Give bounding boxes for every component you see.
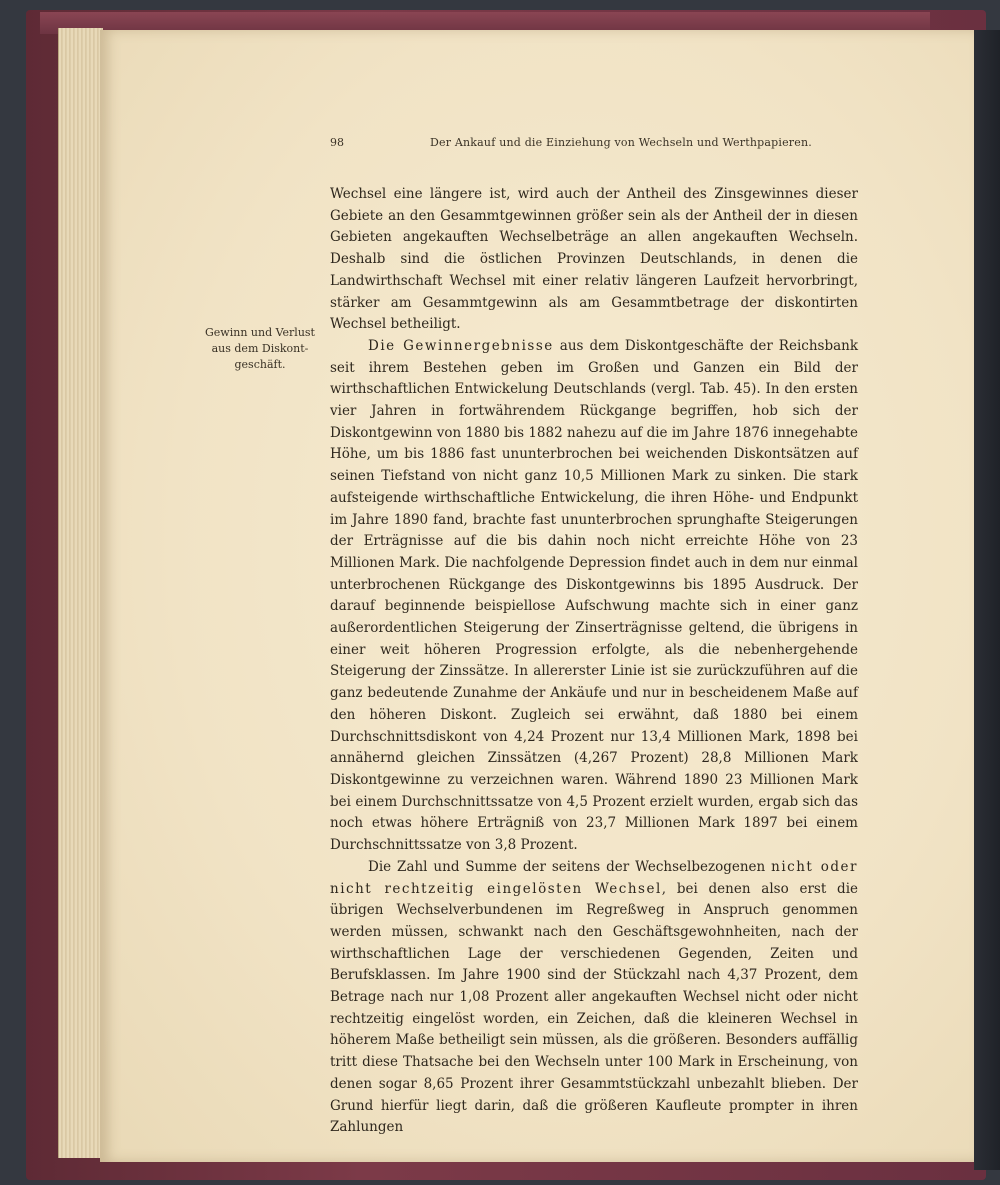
body-text <box>330 184 858 1139</box>
paragraph-1: Wechsel eine längere ist, wird auch der Antheil des Zinsgewinnes dieser Gebiete an den Gesammtgewinnen größer sein als der Antheil der in diesen Gebieten angekauften Wechselbeträge an allen angekauften Wechseln. Deshalb sind die östlichen Provinzen Deutschlands, in denen die Landwirthschaft Wechsel mit einer relativ längeren Laufzeit hervorbringt, stärker am Gesammtgewinn als am Gesammtbetrage der diskontirten Wechsel betheiligt. <box>330 186 858 333</box>
page-edges <box>58 28 103 1158</box>
marginal-note: Gewinn und Verlust aus dem Diskont-geschäft. <box>205 326 315 371</box>
paragraph-2-lead: Die Gewinnergebnisse <box>368 337 554 354</box>
paragraph-2-text: aus dem Diskontgeschäfte der Reichsbank seit ihrem Bestehen geben im Großen und Ganzen ein Bild der wirthschaftlichen Entwickelung Deutschlands (vergl. Tab. 45). In den ersten vier Jahren in fortwährendem Rückgange begriffen, hob sich der Diskontgewinn von 1880 bis 1882 nahezu auf die im Jahre 1876 innegehabte Höhe, um bis 1886 fast ununterbrochen bei weichenden Diskontsätzen auf seinen Tiefstand von nicht ganz 10,5 Millionen Mark zu sinken. Die stark aufsteigende wirthschaftliche Entwickelung, die ihren Höhe- und Endpunkt im Jahre 1890 fand, brachte fast ununterbrochen sprunghafte Steigerungen der Erträgnisse auf die bis dahin noch nicht erreichte Höhe von 23 Millionen Mark. Die nachfolgende Depression findet auch in dem nur einmal unterbrochenen Rückgange des Diskontgewinns bis 1895 Ausdruck. Der darauf beginnende beispiellose Aufschwung machte sich in einer ganz außerordentlichen Steigerung der Zinserträgnisse geltend, die übrigens in einer weit höheren Progression erfolgte, als die nebenhergehende Steigerung der Zinssätze. In allererster Linie ist sie zurückzuführen auf die ganz bedeutende Zunahme der Ankäufe und nur in bescheidenem Maße auf den höheren Diskont. Zugleich sei erwähnt, daß 1880 bei einem Durchschnittsdiskont von 4,24 Prozent nur 13,4 Millionen Mark, 1898 bei annähernd gleichen Zinssätzen (4,267 Prozent) 28,8 Millionen Mark Diskontgewinne zu verzeichnen waren. Während 1890 23 Millionen Mark bei einem Durchschnittssatze von 4,5 Prozent erzielt wurden, ergab sich das noch etwas höhere Erträgniß von 23,7 Millionen Mark 1897 bei einem Durchschnittssatze von 3,8 Prozent. <box>330 337 859 854</box>
page-number: 98 <box>330 136 344 149</box>
paragraph-3 <box>330 857 858 1139</box>
right-gutter <box>974 30 1000 1170</box>
paragraph-3-start: Die Zahl und Summe der seitens der Wechselbezogenen <box>368 858 772 875</box>
paragraph-3-text: , bei denen also erst die übrigen Wechselverbundenen im Regreßweg in Anspruch genommen werden müssen, schwankt nach den Geschäftsgewohnheiten, nach der wirthschaftlichen Lage der verschiedenen Gegenden, Zeiten und Berufsklassen. Im Jahre 1900 sind der Stückzahl nach 4,37 Prozent, dem Betrage nach nur 1,08 Prozent aller angekauften Wechsel nicht oder nicht rechtzeitig eingelöst worden, ein Zeichen, daß die kleineren Wechsel in höherem Maße betheiligt sein müssen, als die größeren. Besonders auffällig tritt diese Thatsache bei den Wechseln unter 100 Mark in Erscheinung, von denen sogar 8,65 Prozent ihrer Gesammtstückzahl unbezahlt blieben. Der Grund hierfür liegt darin, daß die größeren Kaufleute prompter in ihren Zahlungen <box>330 880 858 1136</box>
running-title: Der Ankauf und die Einziehung von Wechseln und Werthpapieren. <box>430 136 812 149</box>
paragraph-3-lead: nicht oder nicht rechtzeitig eingelösten Wechsel <box>330 858 858 897</box>
paragraph-2 <box>330 336 858 857</box>
page-header <box>330 136 855 154</box>
